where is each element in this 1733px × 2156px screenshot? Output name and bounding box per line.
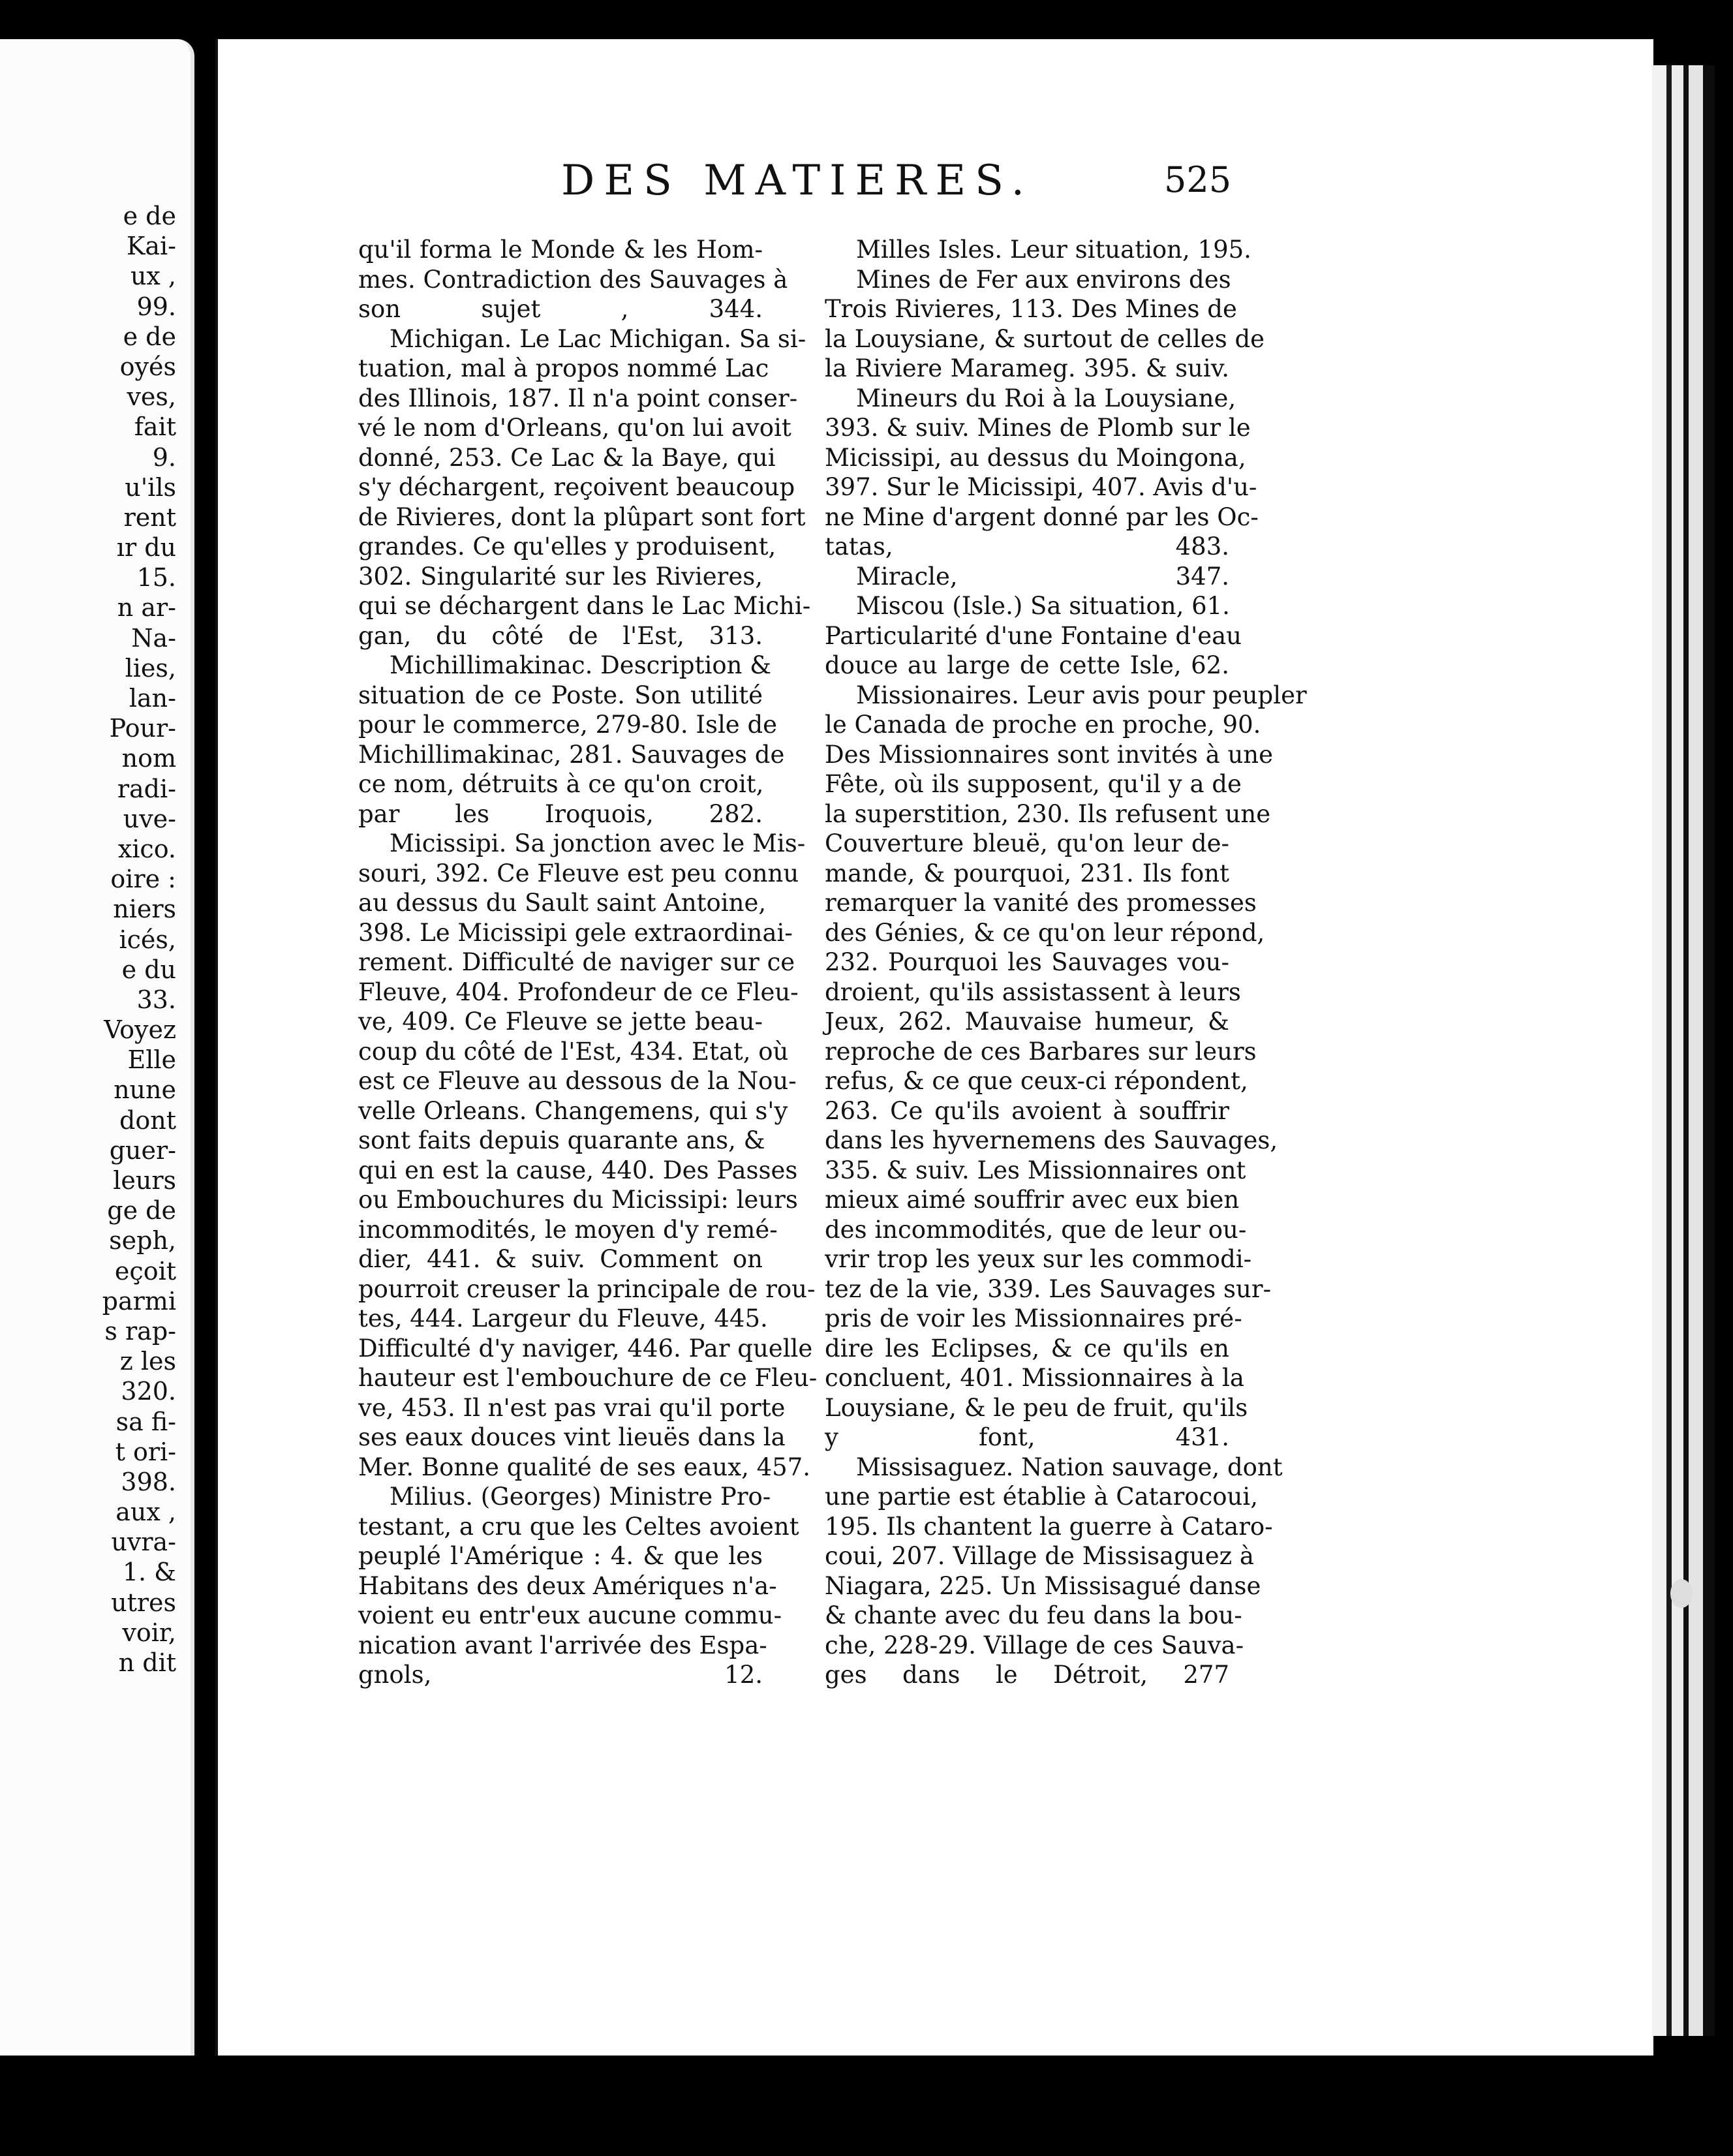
index-line: des Génies, & ce qu'on leur répond, bbox=[825, 918, 1265, 947]
index-line: gnols, 12. bbox=[358, 1661, 763, 1689]
index-line: par les Iroquois, 282. bbox=[358, 799, 763, 828]
facing-page-fragment: 9. bbox=[152, 442, 176, 472]
index-line: ne Mine d'argent donné par les Oc- bbox=[825, 502, 1259, 531]
index-column-left bbox=[358, 235, 818, 1690]
facing-page-fragment: 15. bbox=[136, 563, 176, 593]
facing-page-fragment: oire : bbox=[110, 865, 176, 894]
index-line: dier, 441. & suiv. Comment on bbox=[358, 1245, 763, 1273]
index-line: remarquer la vanité des promesses bbox=[825, 889, 1257, 917]
index-line: situation de ce Poste. Son utilité bbox=[358, 681, 763, 709]
facing-page-fragment: z les bbox=[119, 1347, 176, 1376]
index-line: le Canada de proche en proche, 90. bbox=[825, 711, 1261, 739]
index-line: Milles Isles. Leur situation, 195. bbox=[856, 236, 1251, 264]
facing-page-fragment: sa fi- bbox=[115, 1407, 176, 1436]
index-line: refus, & ce que ceux-ci répondent, bbox=[825, 1067, 1248, 1095]
index-line: ve, 453. Il n'est pas vrai qu'il porte bbox=[358, 1393, 786, 1422]
facing-page-fragment: dont bbox=[119, 1105, 176, 1135]
facing-page-fragment: uvra- bbox=[111, 1528, 176, 1557]
facing-page-fragment: fait bbox=[134, 412, 176, 442]
facing-page-fragment: lan- bbox=[129, 684, 176, 713]
facing-page-fragment: ves, bbox=[127, 382, 176, 412]
index-line: qui se déchargent dans le Lac Michi- bbox=[358, 592, 811, 620]
index-line: coup du côté de l'Est, 434. Etat, où bbox=[358, 1037, 789, 1066]
index-line: mieux aimé souffrir avec eux bien bbox=[825, 1186, 1240, 1214]
facing-page-fragment: ux , bbox=[130, 262, 176, 291]
facing-page-fragment: ge de bbox=[107, 1196, 176, 1225]
index-line: & chante avec du feu dans la bou- bbox=[825, 1601, 1242, 1629]
index-line: voient eu entr'eux aucune commu- bbox=[358, 1601, 782, 1629]
index-line: velle Orleans. Changemens, qui s'y bbox=[358, 1096, 788, 1125]
facing-page-fragment: Elle bbox=[127, 1045, 176, 1075]
facing-page-fragment: Pour- bbox=[109, 714, 176, 743]
facing-page-fragment: n ar- bbox=[117, 593, 176, 623]
index-line: sont faits depuis quarante ans, & bbox=[358, 1126, 765, 1154]
index-line: Micissipi, au dessus du Moingona, bbox=[825, 443, 1246, 472]
index-line: des incommodités, que de leur ou- bbox=[825, 1215, 1247, 1244]
facing-page-fragment: Voyez bbox=[104, 1015, 176, 1045]
index-line: donné, 253. Ce Lac & la Baye, qui bbox=[358, 443, 776, 472]
facing-page-text bbox=[0, 201, 176, 1678]
index-line: dire les Eclipses, & ce qu'ils en bbox=[825, 1334, 1229, 1363]
index-line: pour le commerce, 279-80. Isle de bbox=[358, 711, 778, 739]
index-line: 335. & suiv. Les Missionnaires ont bbox=[825, 1156, 1246, 1184]
index-line: est ce Fleuve au dessous de la Nou- bbox=[358, 1067, 797, 1095]
facing-page-fragment: voir, bbox=[122, 1618, 176, 1647]
index-line: testant, a cru que les Celtes avoient bbox=[358, 1512, 799, 1541]
page-header bbox=[218, 157, 1653, 222]
index-line: ges dans le Détroit, 277 bbox=[825, 1661, 1229, 1689]
facing-page-fragment: guer- bbox=[109, 1135, 176, 1165]
index-line: ve, 409. Ce Fleuve se jette beau- bbox=[358, 1008, 763, 1036]
index-line: ses eaux douces vint lieuës dans la bbox=[358, 1423, 786, 1451]
index-line: Fleuve, 404. Profondeur de ce Fleu- bbox=[358, 978, 799, 1006]
facing-page-fragment: eçoit bbox=[114, 1256, 176, 1286]
index-line: Des Missionnaires sont invités à une bbox=[825, 740, 1274, 769]
facing-page-fragment: oyés bbox=[119, 352, 176, 381]
index-line: Missisaguez. Nation sauvage, dont bbox=[856, 1453, 1283, 1481]
index-line: la Louysiane, & surtout de celles de bbox=[825, 324, 1265, 353]
facing-page-fragment: 320. bbox=[121, 1377, 176, 1406]
index-line: qu'il forma le Monde & les Hom- bbox=[358, 236, 763, 264]
facing-page-edge bbox=[0, 39, 194, 2056]
facing-page-fragment: e de bbox=[123, 322, 176, 351]
index-line: Couverture bleuë, qu'on leur de- bbox=[825, 829, 1229, 857]
facing-page-fragment: aux , bbox=[115, 1498, 176, 1527]
facing-page-fragment: 1. & bbox=[122, 1558, 176, 1587]
facing-page-fragment: 398. bbox=[121, 1467, 176, 1496]
paper-blemish bbox=[1670, 1579, 1693, 1608]
facing-page-fragment: xico. bbox=[117, 834, 176, 863]
index-line: hauteur est l'embouchure de ce Fleu- bbox=[358, 1364, 818, 1392]
index-line: ou Embouchures du Micissipi: leurs bbox=[358, 1186, 798, 1214]
index-line: pourroit creuser la principale de rou- bbox=[358, 1274, 816, 1303]
index-line: qui en est la cause, 440. Des Passes bbox=[358, 1156, 798, 1184]
page-number: 525 bbox=[1164, 159, 1232, 200]
facing-page-fragment: n dit bbox=[118, 1648, 176, 1677]
index-line: 263. Ce qu'ils avoient à souffrir bbox=[825, 1096, 1229, 1125]
index-line: droient, qu'ils assistassent à leurs bbox=[825, 978, 1241, 1006]
facing-page-fragment: u'ils bbox=[125, 472, 176, 502]
facing-page-fragment: radi- bbox=[117, 774, 176, 803]
index-line: grandes. Ce qu'elles y produisent, bbox=[358, 532, 776, 561]
index-line: Mineurs du Roi à la Louysiane, bbox=[856, 384, 1236, 412]
index-line: souri, 392. Ce Fleuve est peu connu bbox=[358, 859, 799, 887]
facing-page-fragment: seph, bbox=[109, 1226, 176, 1255]
facing-page-fragment: s rap- bbox=[104, 1316, 176, 1346]
index-line: douce au large de cette Isle, 62. bbox=[825, 651, 1229, 679]
index-line: Miscou (Isle.) Sa situation, 61. bbox=[856, 592, 1230, 620]
index-line: pris de voir les Missionnaires pré- bbox=[825, 1304, 1242, 1332]
index-line: 398. Le Micissipi gele extraordinai- bbox=[358, 918, 793, 947]
index-line: dans les hyvernemens des Sauvages, bbox=[825, 1126, 1278, 1154]
facing-page-fragment: ır du bbox=[116, 533, 176, 562]
page-stack-edge bbox=[1652, 65, 1715, 2036]
index-line: mes. Contradiction des Sauvages à bbox=[358, 265, 788, 294]
index-line: Milius. (Georges) Ministre Pro- bbox=[390, 1483, 771, 1511]
index-line: rement. Difficulté de naviger sur ce bbox=[358, 948, 795, 976]
index-line: gan, du côté de l'Est, 313. bbox=[358, 621, 763, 650]
index-line: Michigan. Le Lac Michigan. Sa si- bbox=[390, 324, 806, 353]
index-line: che, 228-29. Village de ces Sauva- bbox=[825, 1631, 1244, 1659]
index-line: Difficulté d'y naviger, 446. Par quelle bbox=[358, 1334, 813, 1363]
index-line: une partie est établie à Catarocoui, bbox=[825, 1483, 1258, 1511]
index-line: Mines de Fer aux environs des bbox=[856, 265, 1231, 294]
index-line: 232. Pourquoi les Sauvages vou- bbox=[825, 948, 1229, 976]
index-line: ce nom, détruits à ce qu'on croit, bbox=[358, 770, 764, 798]
facing-page-fragment: lies, bbox=[125, 653, 176, 683]
facing-page-fragment: utres bbox=[111, 1588, 176, 1617]
index-line: au dessus du Sault saint Antoine, bbox=[358, 889, 767, 917]
index-line: son sujet , 344. bbox=[358, 295, 763, 323]
facing-page-fragment: rent bbox=[123, 502, 176, 532]
index-line: de Rivieres, dont la plûpart sont fort bbox=[358, 502, 806, 531]
index-line: Micissipi. Sa jonction avec le Mis- bbox=[390, 829, 806, 857]
index-line: 397. Sur le Micissipi, 407. Avis d'u- bbox=[825, 473, 1257, 501]
index-line: coui, 207. Village de Missisaguez à bbox=[825, 1542, 1254, 1570]
index-line: 195. Ils chantent la guerre à Cataro- bbox=[825, 1512, 1273, 1541]
index-line: Particularité d'une Fontaine d'eau bbox=[825, 621, 1242, 650]
index-line: Louysiane, & le peu de fruit, qu'ils bbox=[825, 1393, 1248, 1422]
index-line: 302. Singularité sur les Rivieres, bbox=[358, 562, 763, 591]
index-line: vé le nom d'Orleans, qu'on lui avoit bbox=[358, 414, 791, 442]
facing-page-fragment: parmi bbox=[102, 1286, 176, 1316]
index-line: incommodités, le moyen d'y remé- bbox=[358, 1215, 778, 1244]
facing-page-fragment: niers bbox=[113, 895, 176, 924]
facing-page-fragment: icés, bbox=[119, 925, 176, 954]
index-line: tez de la vie, 339. Les Sauvages sur- bbox=[825, 1274, 1272, 1303]
index-line: Missionaires. Leur avis pour peupler bbox=[856, 681, 1307, 709]
index-line: tuation, mal à propos nommé Lac bbox=[358, 354, 769, 382]
facing-page-fragment: e de bbox=[123, 202, 176, 230]
index-line: la Riviere Marameg. 395. & suiv. bbox=[825, 354, 1229, 382]
index-line: Fête, où ils supposent, qu'il y a de bbox=[825, 770, 1242, 798]
index-line: Habitans des deux Amériques n'a- bbox=[358, 1571, 777, 1600]
facing-page-fragment: 33. bbox=[136, 985, 176, 1014]
index-line: s'y déchargent, reçoivent beaucoup bbox=[358, 473, 795, 501]
index-line: tes, 444. Largeur du Fleuve, 445. bbox=[358, 1304, 768, 1332]
book-page bbox=[215, 39, 1653, 2056]
index-line: nication avant l'arrivée des Espa- bbox=[358, 1631, 767, 1659]
running-head: DES MATIERES. bbox=[561, 157, 1034, 205]
index-line: Niagara, 225. Un Missisagué danse bbox=[825, 1571, 1261, 1600]
index-line: Michillimakinac. Description & bbox=[390, 651, 772, 679]
facing-page-fragment: leurs bbox=[113, 1166, 176, 1195]
index-line: Trois Rivieres, 113. Des Mines de bbox=[825, 295, 1237, 323]
index-line: des Illinois, 187. Il n'a point conser- bbox=[358, 384, 798, 412]
index-line: Michillimakinac, 281. Sauvages de bbox=[358, 740, 785, 769]
facing-page-fragment: t ori- bbox=[115, 1437, 176, 1466]
index-line: Jeux, 262. Mauvaise humeur, & bbox=[825, 1008, 1229, 1036]
index-line: peuplé l'Amérique : 4. & que les bbox=[358, 1542, 763, 1570]
index-column-right bbox=[825, 235, 1307, 1690]
index-line: y font, 431. bbox=[825, 1423, 1229, 1451]
facing-page-fragment: nom bbox=[121, 744, 176, 773]
index-line: mande, & pourquoi, 231. Ils font bbox=[825, 859, 1229, 887]
index-line: Miracle, 347. bbox=[856, 562, 1229, 591]
index-line: tatas, 483. bbox=[825, 532, 1229, 561]
index-line: la superstition, 230. Ils refusent une bbox=[825, 799, 1271, 828]
facing-page-fragment: nune bbox=[114, 1075, 176, 1105]
index-line: vrir trop les yeux sur les commodi- bbox=[825, 1245, 1252, 1273]
facing-page-fragment: uve- bbox=[123, 804, 176, 833]
index-line: Mer. Bonne qualité de ses eaux, 457. bbox=[358, 1453, 811, 1481]
index-line: reproche de ces Barbares sur leurs bbox=[825, 1037, 1257, 1066]
index-line: concluent, 401. Missionnaires à la bbox=[825, 1364, 1244, 1392]
facing-page-fragment: 99. bbox=[136, 292, 176, 321]
facing-page-fragment: Na- bbox=[131, 623, 176, 653]
facing-page-fragment: Kai- bbox=[126, 232, 176, 261]
index-line: 393. & suiv. Mines de Plomb sur le bbox=[825, 414, 1251, 442]
facing-page-fragment: e du bbox=[121, 955, 176, 984]
